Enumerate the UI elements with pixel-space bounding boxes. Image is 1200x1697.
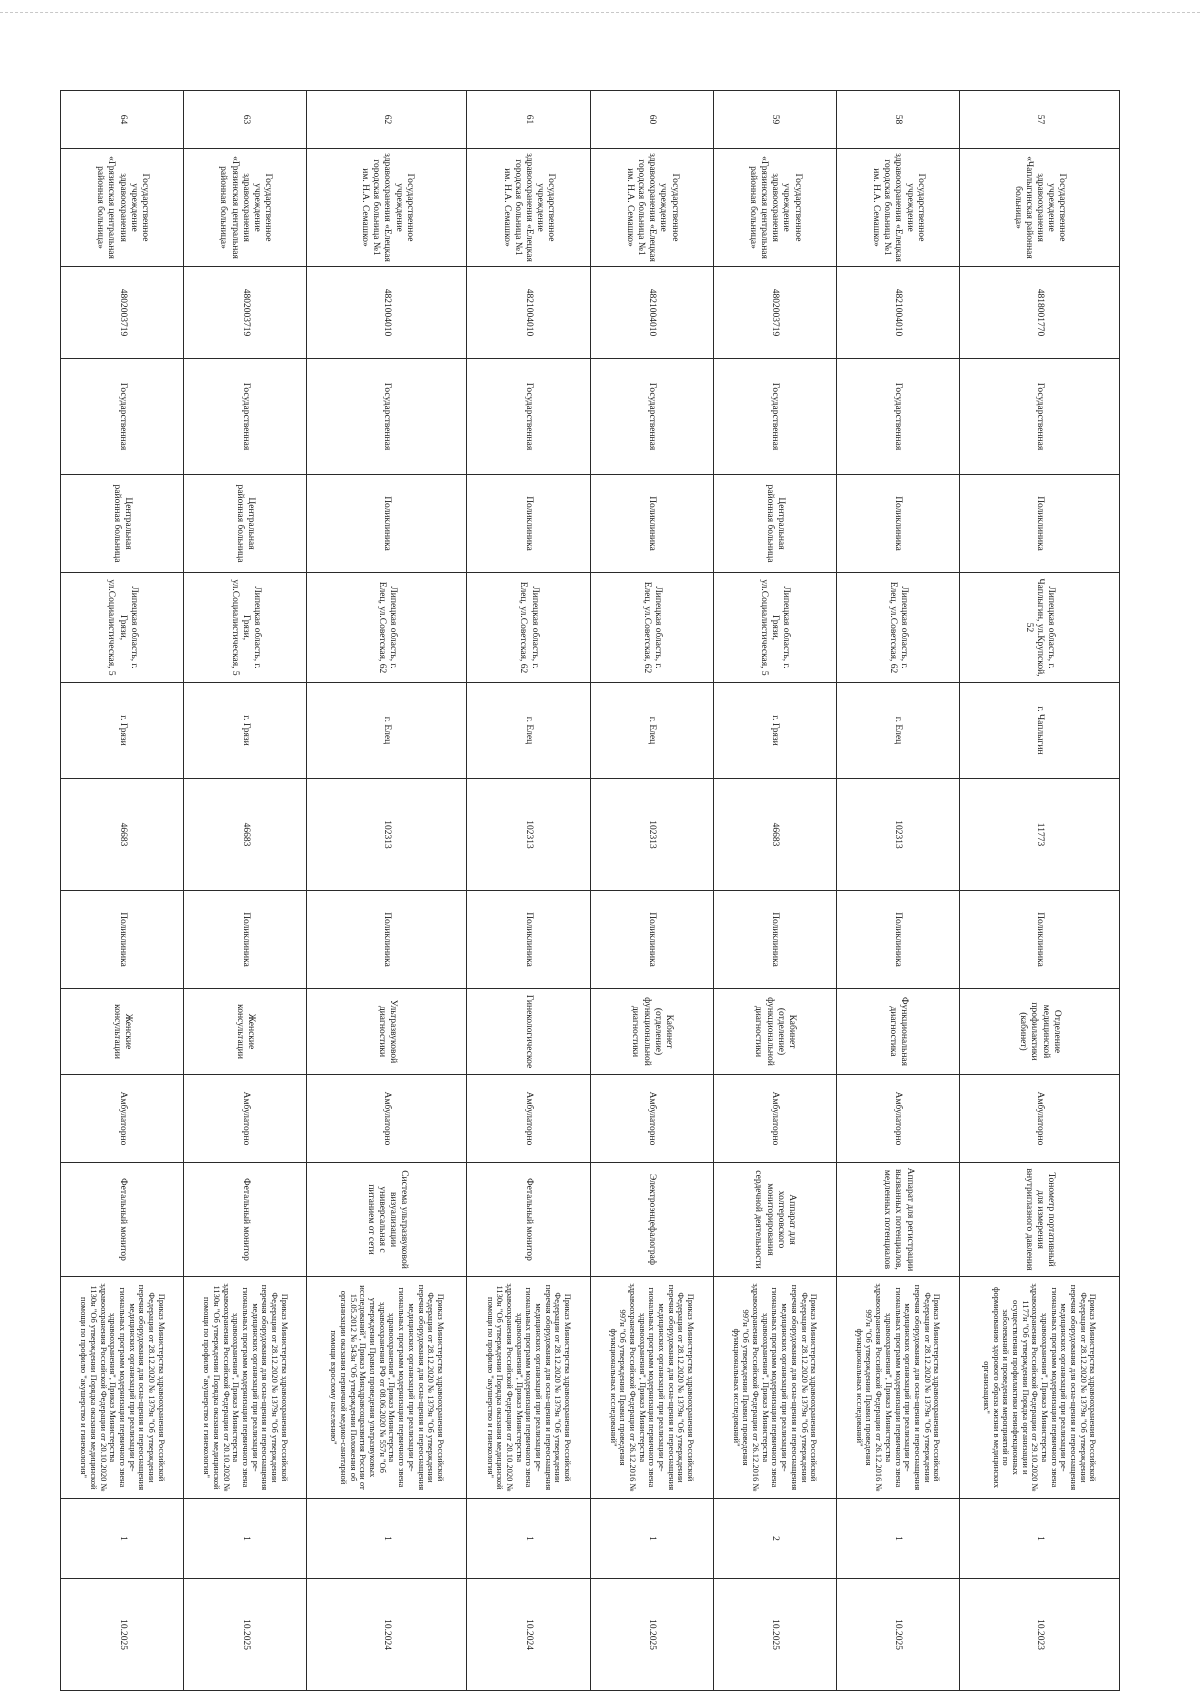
ownership-form: Государственная xyxy=(836,359,959,475)
inn-code: 4802003719 xyxy=(713,267,836,359)
inn-code: 4802003719 xyxy=(184,267,307,359)
equipment-name: Система ультразвуковой визуализации универсальная с питанием от сети xyxy=(307,1163,467,1277)
quantity: 2 xyxy=(713,1499,836,1579)
facility-address: Липецкая область, г. Грязи, ул.Социалистическая, 5 xyxy=(184,573,307,683)
department: Женские консультации xyxy=(184,989,307,1075)
table-row xyxy=(959,91,1119,1691)
facility-address: Липецкая область, г. Елец, ул.Советская, 62 xyxy=(307,573,467,683)
facility-type: Поликлиника xyxy=(959,475,1119,573)
table-row xyxy=(61,91,184,1691)
structural-unit: Поликлиника xyxy=(713,891,836,989)
service-area-code: 46683 xyxy=(713,779,836,891)
ownership-form: Государственная xyxy=(184,359,307,475)
department: Женские консультации xyxy=(61,989,184,1075)
equipment-register-table xyxy=(60,90,1120,1691)
table-row xyxy=(590,91,713,1691)
structural-unit: Поликлиника xyxy=(307,891,467,989)
ownership-form: Государственная xyxy=(307,359,467,475)
quantity: 1 xyxy=(467,1499,590,1579)
ownership-form: Государственная xyxy=(590,359,713,475)
regulatory-order: Приказ Министерства здравоохранения Российской Федерации от 28.12.2020 № 1379н "Об утверждении перечня оборудования для осна-щения и переоснащения медицинских организаций при реализации ре-гиональных программ модернизации первичного звена здравоохранения", Приказ Министерства здравоохранения Российской Федерации от 26.12.2016 № 997н "Об утверждении Правил проведения функциональных исследований" xyxy=(713,1277,836,1499)
row-number: 59 xyxy=(713,91,836,149)
care-conditions: Амбулаторно xyxy=(959,1075,1119,1163)
department: Кабинет (отделение) функциональной диагностики xyxy=(713,989,836,1075)
settlement: г. Елец xyxy=(307,683,467,779)
care-conditions: Амбулаторно xyxy=(307,1075,467,1163)
facility-address: Липецкая область, г. Елец, ул.Советская, 62 xyxy=(467,573,590,683)
department: Ультразвуковой диагностики xyxy=(307,989,467,1075)
organization-name: Государственное учреждение здравоохранения «Елецкая городская больница №1 им. Н.А. Семашко» xyxy=(836,149,959,267)
department: Функциональная диагностика xyxy=(836,989,959,1075)
organization-name: Государственное учреждение здравоохранения «Грязинская центральная районная больница» xyxy=(184,149,307,267)
quantity: 1 xyxy=(61,1499,184,1579)
facility-address: Липецкая область, г. Грязи, ул.Социалистическая, 5 xyxy=(61,573,184,683)
ownership-form: Государственная xyxy=(713,359,836,475)
ownership-form: Государственная xyxy=(959,359,1119,475)
quantity: 1 xyxy=(836,1499,959,1579)
table-row xyxy=(184,91,307,1691)
settlement: г. Елец xyxy=(467,683,590,779)
quantity: 1 xyxy=(959,1499,1119,1579)
delivery-date: 10.2025 xyxy=(61,1579,184,1691)
inn-code: 4821004010 xyxy=(836,267,959,359)
equipment-name: Фетальный монитор xyxy=(184,1163,307,1277)
care-conditions: Амбулаторно xyxy=(590,1075,713,1163)
inn-code: 4821004010 xyxy=(307,267,467,359)
department: Гинекологическое xyxy=(467,989,590,1075)
delivery-date: 10.2025 xyxy=(184,1579,307,1691)
inn-code: 4821004010 xyxy=(467,267,590,359)
facility-type: Поликлиника xyxy=(836,475,959,573)
settlement: г. Грязи xyxy=(713,683,836,779)
equipment-name: Фетальный монитор xyxy=(467,1163,590,1277)
regulatory-order: Приказ Министерства здравоохранения Российской Федерации от 28.12.2020 № 1379н "Об утверждении перечня оборудования для осна-щения и переоснащения медицинских организаций при реализации ре-гиональных программ модернизации первичного звена здравоохранения", Приказ Министерства здравоохранения Российской Федерации от 20.10.2020 № 1130н "Об утверждении Порядка оказания медицинской помощи по профилю "акушерство и гинекология" xyxy=(184,1277,307,1499)
row-number: 63 xyxy=(184,91,307,149)
facility-type: Центральная районная больница xyxy=(184,475,307,573)
row-number: 61 xyxy=(467,91,590,149)
organization-name: Государственное учреждение здравоохранения «Елецкая городская больница №1 им. Н.А. Семашко» xyxy=(467,149,590,267)
table-row xyxy=(467,91,590,1691)
structural-unit: Поликлиника xyxy=(590,891,713,989)
structural-unit: Поликлиника xyxy=(467,891,590,989)
settlement: г. Грязи xyxy=(184,683,307,779)
equipment-name: Аппарат для регистрации вызванных потенциалов, медленных потенциалов xyxy=(836,1163,959,1277)
care-conditions: Амбулаторно xyxy=(61,1075,184,1163)
inn-code: 4802003719 xyxy=(61,267,184,359)
ownership-form: Государственная xyxy=(467,359,590,475)
row-number: 57 xyxy=(959,91,1119,149)
settlement: г. Елец xyxy=(590,683,713,779)
row-number: 58 xyxy=(836,91,959,149)
regulatory-order: Приказ Министерства здравоохранения Российской Федерации от 28.12.2020 № 1379н "Об утверждении перечня оборудования для осна-щения и переоснащения медицинских организаций при реализации ре-гиональных программ модернизации первичного звена здравоохранения", Приказ Министерства здравоохранения Российской Федерации от 26.12.2016 № 997н "Об утверждении Правил проведения функциональных исследований" xyxy=(590,1277,713,1499)
organization-name: Государственное учреждение здравоохранения «Грязинская центральная районная больница» xyxy=(713,149,836,267)
structural-unit: Поликлиника xyxy=(184,891,307,989)
organization-name: Государственное учреждение здравоохранения «Грязинская центральная районная больница» xyxy=(61,149,184,267)
care-conditions: Амбулаторно xyxy=(836,1075,959,1163)
service-area-code: 102313 xyxy=(467,779,590,891)
service-area-code: 46683 xyxy=(184,779,307,891)
facility-address: Липецкая область, г. Елец, ул.Советская, 62 xyxy=(590,573,713,683)
care-conditions: Амбулаторно xyxy=(467,1075,590,1163)
facility-type: Поликлиника xyxy=(307,475,467,573)
rotated-page xyxy=(60,90,1120,1650)
regulatory-order: Приказ Министерства здравоохранения Российской Федерации от 28.12.2020 № 1379н "Об утверждении перечня оборудования для осна-щения и переоснащения медицинских организаций при реализации ре-гиональных программ модернизации первичного звена здравоохранения", Приказ Министерства здравоохранения Российской Федерации от 29.10.2020 № 1177н "Об утверждении Порядка организации и осуществления профилактики неинфекционных заболеваний и проведения мероприятий по формированию здорового образа жизни в медицинских организациях" xyxy=(959,1277,1119,1499)
inn-code: 4821004010 xyxy=(590,267,713,359)
organization-name: Государственное учреждение здравоохранения «Чаплыгинская районная больница» xyxy=(959,149,1119,267)
equipment-name: Фетальный монитор xyxy=(61,1163,184,1277)
regulatory-order: Приказ Министерства здравоохранения Российской Федерации от 28.12.2020 № 1379н "Об утверждении перечня оборудования для осна-щения и переоснащения медицинских организаций при реализации ре-гиональных программ модернизации первичного звена здравоохранения", Приказ Министерства здравоохранения Российской Федерации от 20.10.2020 № 1130н "Об утверждении Порядка оказания медицинской помощи по профилю "акушерство и гинекология" xyxy=(467,1277,590,1499)
organization-name: Государственное учреждение здравоохранения «Елецкая городская больница №1 им. Н.А. Семашко» xyxy=(590,149,713,267)
facility-address: Липецкая область, г. Грязи, ул.Социалистическая, 5 xyxy=(713,573,836,683)
facility-type: Центральная районная больница xyxy=(713,475,836,573)
settlement: г. Грязи xyxy=(61,683,184,779)
delivery-date: 10.2025 xyxy=(836,1579,959,1691)
department: Кабинет (отделение) функциональной диагностики xyxy=(590,989,713,1075)
structural-unit: Поликлиника xyxy=(959,891,1119,989)
quantity: 1 xyxy=(184,1499,307,1579)
row-number: 62 xyxy=(307,91,467,149)
delivery-date: 10.2025 xyxy=(590,1579,713,1691)
settlement: г. Елец xyxy=(836,683,959,779)
care-conditions: Амбулаторно xyxy=(713,1075,836,1163)
delivery-date: 10.2025 xyxy=(713,1579,836,1691)
facility-address: Липецкая область, г. Чаплыгин, ул.Крупской, 52 xyxy=(959,573,1119,683)
delivery-date: 10.2024 xyxy=(467,1579,590,1691)
delivery-date: 10.2024 xyxy=(307,1579,467,1691)
service-area-code: 102313 xyxy=(590,779,713,891)
equipment-name: Аппарат для холтеровского мониторирования сердечной деятельности xyxy=(713,1163,836,1277)
ownership-form: Государственная xyxy=(61,359,184,475)
facility-type: Поликлиника xyxy=(590,475,713,573)
facility-address: Липецкая область, г. Елец, ул.Советская, 62 xyxy=(836,573,959,683)
table-row xyxy=(836,91,959,1691)
row-number: 64 xyxy=(61,91,184,149)
row-number: 60 xyxy=(590,91,713,149)
service-area-code: 11773 xyxy=(959,779,1119,891)
structural-unit: Поликлиника xyxy=(61,891,184,989)
inn-code: 4818001770 xyxy=(959,267,1119,359)
regulatory-order: Приказ Министерства здравоохранения Российской Федерации от 28.12.2020 № 1379н "Об утверждении перечня оборудования для осна-щения и переоснащения медицинских организаций при реализации ре-гиональных программ модернизации первичного звена здравоохранения", Приказ Министерства здравоохранения Российской Федерации от 20.10.2020 № 1130н "Об утверждении Порядка оказания медицинской помощи по профилю "акушерство и гинекология" xyxy=(61,1277,184,1499)
facility-type: Центральная районная больница xyxy=(61,475,184,573)
care-conditions: Амбулаторно xyxy=(184,1075,307,1163)
regulatory-order: Приказ Министерства здравоохранения Российской Федерации от 28.12.2020 № 1379н "Об утверждении перечня оборудования для осна-щения и переоснащения медицинских организаций при реализации ре-гиональных программ модернизации первичного звена здравоохранения", Приказ Министерства здравоохранения Российской Федерации от 26.12.2016 № 997н "Об утверждении Правил проведения функциональных исследований" xyxy=(836,1277,959,1499)
equipment-name: Электроэнцефалограф xyxy=(590,1163,713,1277)
facility-type: Поликлиника xyxy=(467,475,590,573)
department: Отделение медицинской профилактики (кабинет) xyxy=(959,989,1119,1075)
service-area-code: 46683 xyxy=(61,779,184,891)
equipment-name: Тонометр портативный для измерения внутриглазного давления xyxy=(959,1163,1119,1277)
page-top-border xyxy=(0,12,1200,13)
service-area-code: 102313 xyxy=(307,779,467,891)
regulatory-order: Приказ Министерства здравоохранения Российской Федерации от 28.12.2020 № 1379н "Об утверждении перечня оборудования для осна-щения и переоснащения медицинских организаций при реализации ре-гиональных программ модернизации первичного звена здравоохранения", Приказ Министерства здравоохранения РФ от 08.06.2020 № 557н "Об утверждении Правил проведения ультразвуковых исследований", Приказ Минздравсоцразвития России от 15.05.2012 № 543н "Об утверждении Положения об организации оказания первичной медико-санитарной помощи взрослому населению" xyxy=(307,1277,467,1499)
quantity: 1 xyxy=(590,1499,713,1579)
structural-unit: Поликлиника xyxy=(836,891,959,989)
settlement: г. Чаплыгин xyxy=(959,683,1119,779)
service-area-code: 102313 xyxy=(836,779,959,891)
delivery-date: 10.2023 xyxy=(959,1579,1119,1691)
quantity: 1 xyxy=(307,1499,467,1579)
organization-name: Государственное учреждение здравоохранения «Елецкая городская больница №1 им. Н.А. Семашко» xyxy=(307,149,467,267)
table-row xyxy=(307,91,467,1691)
table-row xyxy=(713,91,836,1691)
